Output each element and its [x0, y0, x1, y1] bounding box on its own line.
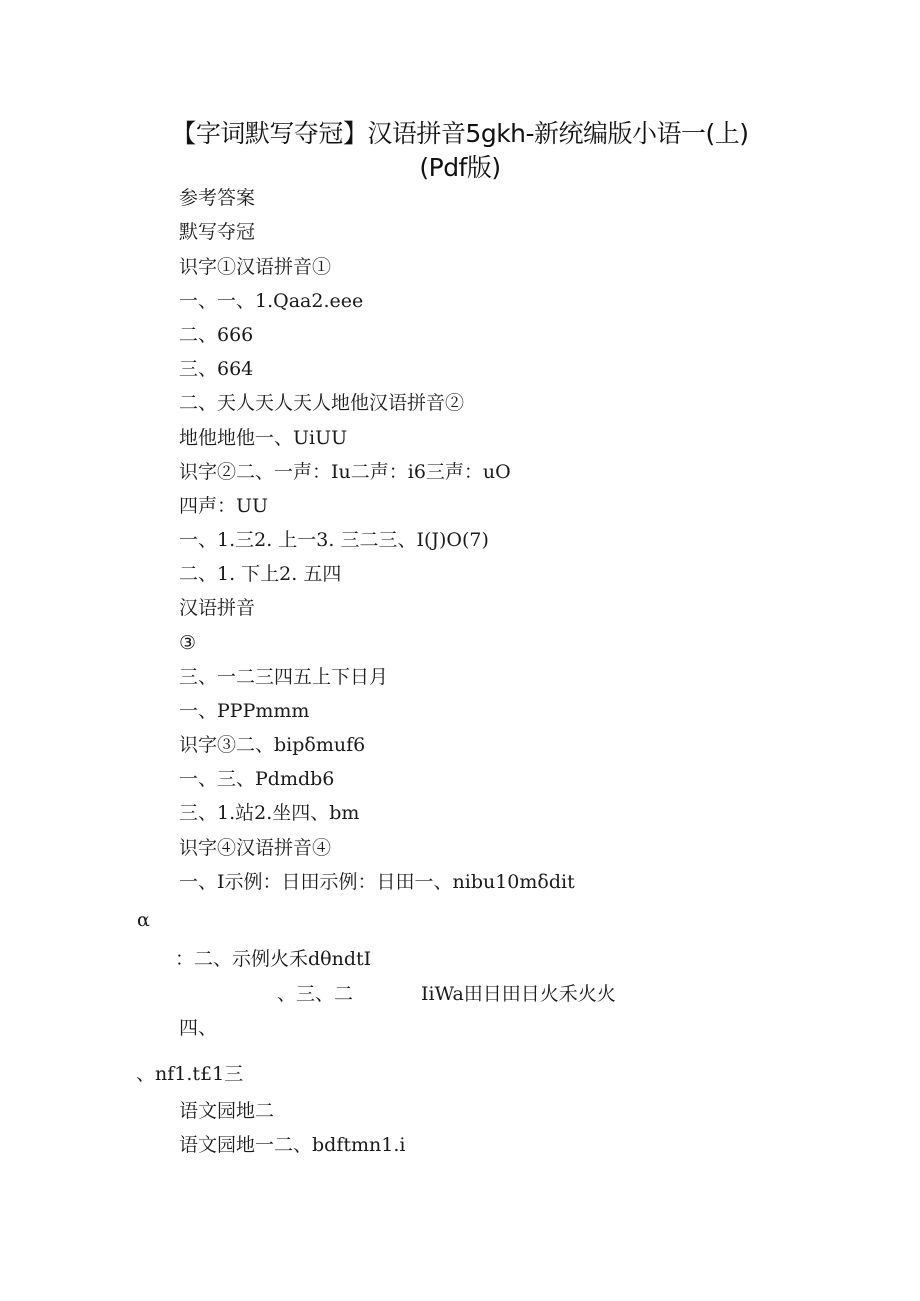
- text-line: 二、天人天人天人地他汉语拼音②: [179, 392, 465, 414]
- text-line: 默写夺冠: [179, 221, 256, 243]
- text-line: ③: [179, 632, 197, 654]
- text-line: 三、一二三四五上下日月: [179, 666, 389, 688]
- text-line: 、三、二: [277, 983, 354, 1005]
- text-line: 语文园地一二、bdftmn1.i: [179, 1134, 406, 1156]
- text-line: 识字③二、bipδmuf6: [179, 734, 366, 756]
- text-line: 三、664: [179, 358, 254, 380]
- text-line: 、nf1.t£1三: [136, 1063, 244, 1085]
- text-line: 语文园地二: [179, 1100, 275, 1122]
- text-line: 四声：UU: [179, 495, 269, 517]
- text-line: 识字②二、一声：Iu二声：i6三声：uO: [179, 461, 511, 483]
- text-line: 一、PPPmmm: [179, 700, 310, 722]
- text-line: 二、1. 下上2. 五四: [179, 563, 342, 585]
- text-line: 识字①汉语拼音①: [179, 256, 332, 278]
- text-line: 识字④汉语拼音④: [179, 837, 332, 859]
- text-line: 二、666: [179, 324, 254, 346]
- text-line: 四、: [179, 1017, 218, 1039]
- text-line: IiWa田日田日火禾火火: [421, 983, 616, 1005]
- text-line: 三、1.站2.坐四、bm: [179, 802, 360, 824]
- text-line: 一、1.三2. 上一3. 三二三、I(J)O(7): [179, 529, 489, 551]
- text-line: 参考答案: [179, 187, 256, 209]
- text-line: α: [137, 909, 150, 931]
- document-title: 【字词默写夺冠】汉语拼音5gkh-新统编版小语一(上): [171, 119, 749, 148]
- text-line: 一、三、Pdmdb6: [179, 768, 335, 790]
- text-line: 一、一、1.Qaa2.eee: [179, 290, 364, 312]
- text-line: 地他地他一、UiUU: [179, 427, 348, 449]
- document-title-format: (Pdf版): [419, 153, 501, 182]
- text-line: 汉语拼音: [179, 597, 256, 619]
- text-line: 一、I示例：日田示例：日田一、nibu10mδdit: [179, 871, 575, 893]
- text-line: ：二、示例火禾dθndtI: [175, 948, 372, 970]
